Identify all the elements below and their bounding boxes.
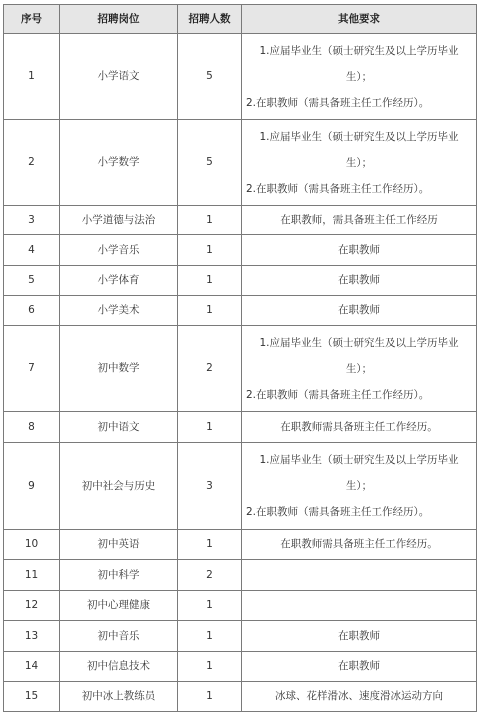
header-number: 序号: [4, 5, 60, 34]
row-number: 9: [4, 443, 60, 530]
row-number: 2: [4, 120, 60, 206]
row-count: 1: [178, 530, 242, 560]
row-count: 1: [178, 621, 242, 652]
table-row: [4, 120, 477, 206]
row-number: 11: [4, 560, 60, 591]
table-row: [4, 235, 477, 266]
row-post: 小学数学: [60, 120, 178, 206]
table-row: [4, 412, 477, 443]
row-number: 14: [4, 652, 60, 682]
requirement-line: 在职教师: [338, 660, 380, 672]
row-number: 3: [4, 206, 60, 235]
row-post: 小学音乐: [60, 235, 178, 266]
requirement-line: 在职教师需具备班主任工作经历。: [280, 538, 438, 550]
row-count: 1: [178, 412, 242, 443]
row-requirements: [242, 530, 477, 560]
requirement-line: 在职教师: [338, 274, 380, 286]
row-requirements: [242, 34, 477, 120]
row-requirements: [242, 621, 477, 652]
requirement-line: 2.在职教师（需具备班主任工作经历）。: [246, 96, 430, 109]
row-post: 小学道德与法治: [60, 206, 178, 235]
row-requirements: [242, 412, 477, 443]
row-post: 初中冰上教练员: [60, 682, 178, 712]
requirement-line: 在职教师: [338, 304, 380, 316]
row-post: 小学美术: [60, 296, 178, 326]
row-number: 6: [4, 296, 60, 326]
row-count: 1: [178, 266, 242, 296]
requirement-line: 生）；: [345, 70, 373, 83]
row-post: 小学语文: [60, 34, 178, 120]
row-post: 初中数学: [60, 326, 178, 412]
row-post: 初中社会与历史: [60, 443, 178, 530]
requirement-line: 1.应届毕业生（硕士研究生及以上学历毕业: [259, 130, 459, 143]
row-requirements: [242, 296, 477, 326]
row-requirements: [242, 560, 477, 591]
row-number: 1: [4, 34, 60, 120]
table-row: [4, 682, 477, 712]
row-number: 10: [4, 530, 60, 560]
row-count: 1: [178, 296, 242, 326]
requirement-line: 生）；: [345, 480, 373, 492]
row-post: 初中语文: [60, 412, 178, 443]
table-row: [4, 34, 477, 120]
row-post: 初中信息技术: [60, 652, 178, 682]
row-count: 1: [178, 206, 242, 235]
requirement-line: 2.在职教师（需具备班主任工作经历）。: [246, 182, 430, 195]
table-row: [4, 206, 477, 235]
requirement-line: 1.应届毕业生（硕士研究生及以上学历毕业: [259, 454, 459, 466]
row-requirements: [242, 443, 477, 530]
requirement-line: 在职教师，需具备班主任工作经历: [280, 213, 438, 226]
row-number: 4: [4, 235, 60, 266]
table-row: [4, 621, 477, 652]
header-row: [4, 5, 477, 34]
table-row: [4, 266, 477, 296]
table-row: [4, 443, 477, 530]
row-count: 3: [178, 443, 242, 530]
row-post: 初中音乐: [60, 621, 178, 652]
table-body: [4, 34, 477, 712]
requirement-line: 1.应届毕业生（硕士研究生及以上学历毕业: [259, 336, 459, 349]
row-post: 小学体育: [60, 266, 178, 296]
header-count: 招聘人数: [178, 5, 242, 34]
requirement-line: 在职教师: [338, 243, 380, 256]
row-requirements: [242, 652, 477, 682]
row-post: 初中心理健康: [60, 591, 178, 621]
table-row: [4, 530, 477, 560]
row-count: 1: [178, 235, 242, 266]
row-count: 1: [178, 652, 242, 682]
requirement-line: 2.在职教师（需具备班主任工作经历）。: [246, 506, 430, 518]
table-row: [4, 591, 477, 621]
row-requirements: [242, 120, 477, 206]
row-requirements: [242, 591, 477, 621]
requirement-line: 生）；: [345, 156, 373, 169]
table-row: [4, 560, 477, 591]
row-count: 1: [178, 682, 242, 712]
row-requirements: [242, 682, 477, 712]
row-post: 初中英语: [60, 530, 178, 560]
row-count: 5: [178, 34, 242, 120]
header-post: 招聘岗位: [60, 5, 178, 34]
requirement-line: 生）；: [345, 362, 373, 375]
row-requirements: [242, 206, 477, 235]
row-count: 2: [178, 326, 242, 412]
table-row: [4, 326, 477, 412]
header-requirements: 其他要求: [242, 5, 477, 34]
row-number: 13: [4, 621, 60, 652]
row-count: 1: [178, 591, 242, 621]
requirement-line: 冰球、花样滑冰、速度滑冰运动方向: [275, 690, 443, 702]
row-number: 7: [4, 326, 60, 412]
row-requirements: [242, 266, 477, 296]
recruitment-table: [3, 4, 477, 712]
row-number: 12: [4, 591, 60, 621]
table-row: [4, 296, 477, 326]
row-post: 初中科学: [60, 560, 178, 591]
row-number: 8: [4, 412, 60, 443]
table-row: [4, 652, 477, 682]
row-number: 5: [4, 266, 60, 296]
requirement-line: 1.应届毕业生（硕士研究生及以上学历毕业: [259, 44, 459, 57]
requirement-line: 在职教师需具备班主任工作经历。: [280, 420, 438, 433]
row-count: 2: [178, 560, 242, 591]
row-requirements: [242, 326, 477, 412]
row-number: 15: [4, 682, 60, 712]
row-count: 5: [178, 120, 242, 206]
row-requirements: [242, 235, 477, 266]
requirement-line: 在职教师: [338, 629, 380, 642]
requirement-line: 2.在职教师（需具备班主任工作经历）。: [246, 388, 430, 401]
